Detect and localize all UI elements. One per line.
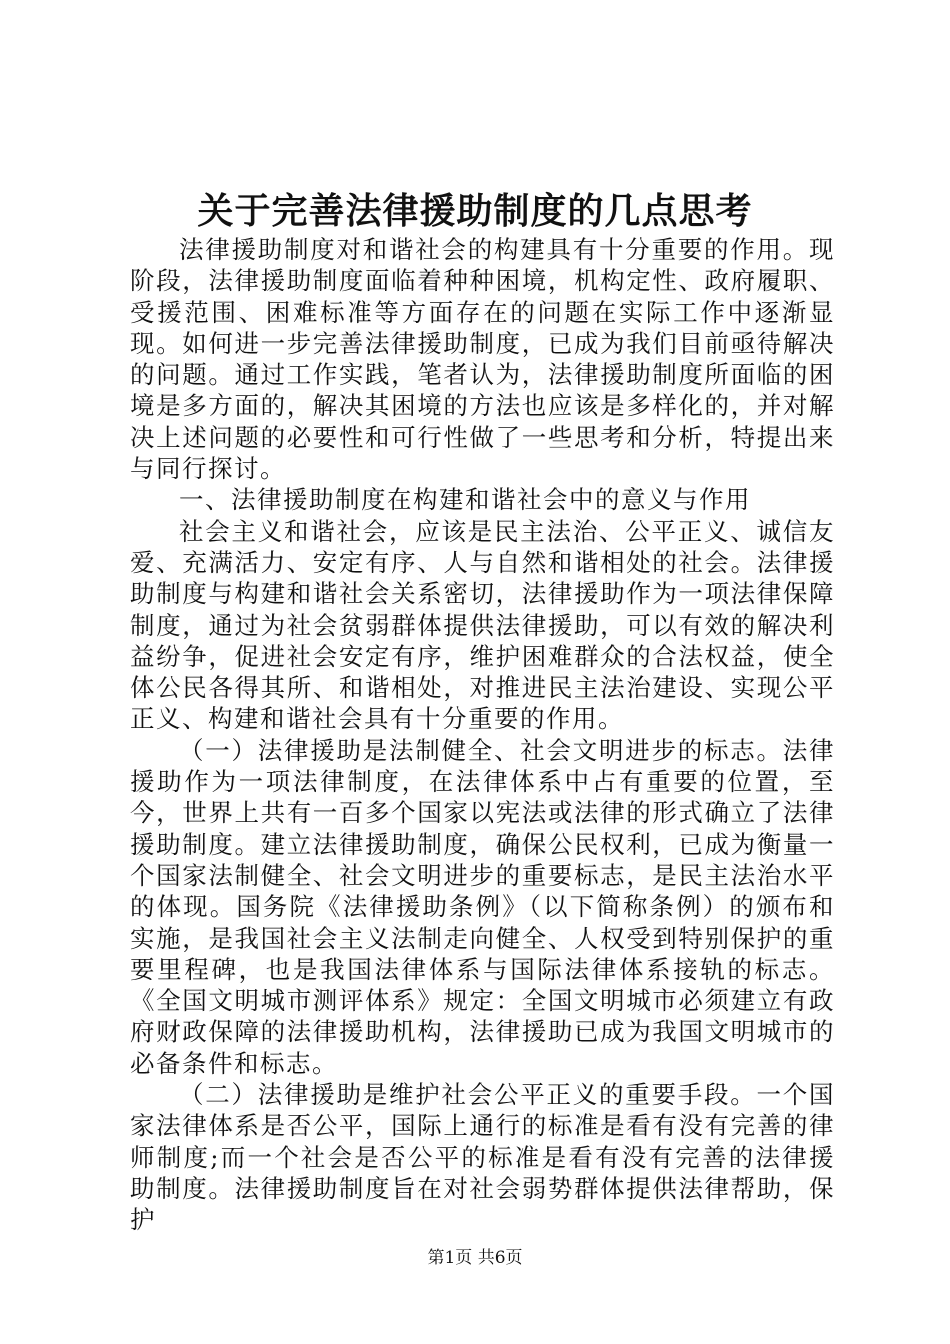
document-body (130, 234, 835, 1236)
paragraph-subsection-1: （一）法律援助是法制健全、社会文明进步的标志。法律援助作为一项法律制度，在法律体系中占有重要的位置，至今，世界上共有一百多个国家以宪法或法律的形式确立了法律援助制度。建立法律援助制度，确保公民权利，已成为衡量一个国家法制健全、社会文明进步的重要标志，是民主法治水平的体现。国务院《法律援助条例》（以下简称条例）的颁布和实施，是我国社会主义法制走向健全、人权受到特别保护的重要里程碑，也是我国法律体系与国际法律体系接轨的标志。《全国文明城市测评体系》规定：全国文明城市必须建立有政府财政保障的法律援助机构，法律援助已成为我国文明城市的必备条件和标志。 (130, 735, 835, 1078)
paragraph-intro: 法律援助制度对和谐社会的构建具有十分重要的作用。现阶段，法律援助制度面临着种种困境，机构定性、政府履职、受援范围、困难标准等方面存在的问题在实际工作中逐渐显现。如何进一步完善法律援助制度，已成为我们目前亟待解决的问题。通过工作实践，笔者认为，法律援助制度所面临的困境是多方面的，解决其困境的方法也应该是多样化的，并对解决上述问题的必要性和可行性做了一些思考和分析，特提出来与同行探讨。 (130, 235, 835, 484)
paragraph-subsection-2: （二）法律援助是维护社会公平正义的重要手段。一个国家法律体系是否公平，国际上通行的标准是看有没有完善的律师制度;而一个社会是否公平的标准是看有没有完善的法律援助制度。法律援助制度旨在对社会弱势群体提供法律帮助，保护 (130, 1080, 835, 1235)
document-title: 关于完善法律援助制度的几点思考 (197, 190, 753, 232)
section-heading-1: 一、法律援助制度在构建和谐社会中的意义与作用 (179, 485, 751, 515)
page-footer: 第1页 共6页 (427, 1248, 523, 1268)
paragraph-section-1: 社会主义和谐社会，应该是民主法治、公平正义、诚信友爱、充满活力、安定有序、人与自然和谐相处的社会。法律援助制度与构建和谐社会关系密切，法律援助作为一项法律保障制度，通过为社会贫弱群体提供法律援助，可以有效的解决利益纷争，促进社会安定有序，维护困难群众的合法权益，使全体公民各得其所、和谐相处，对推进民主法治建设、实现公平正义、构建和谐社会具有十分重要的作用。 (130, 516, 835, 734)
